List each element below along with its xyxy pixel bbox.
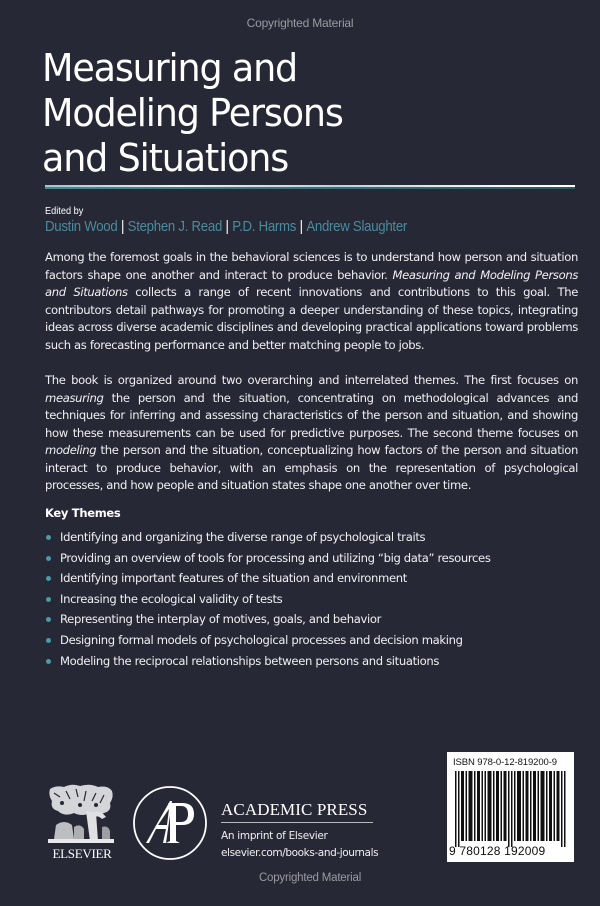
bullet-icon <box>46 556 51 561</box>
elsevier-tree-icon <box>46 783 116 845</box>
book-title-italic: Measuring and Modeling Persons and Situations <box>45 267 579 299</box>
editor-name: Stephen J. Read <box>127 218 223 235</box>
theme-text: Identifying important features of the situation and environment <box>60 571 407 586</box>
paragraph-text: Among the foremost goals in the behavioral sciences is to understand how person and situation factors shape one another and interact to produce behavior. <box>45 250 578 282</box>
title-divider <box>45 185 575 189</box>
editor-separator: | <box>299 218 303 235</box>
editor-name: Dustin Wood <box>45 218 118 235</box>
paragraph-text: The book is organized around two overarching and interrelated themes. The first focuses on <box>45 373 578 387</box>
list-item <box>45 630 585 651</box>
paragraph-text: collects a range of recent innovations and contributions to this goal. The contributors detail pathways for promoting a deeper understanding of these topics, integrating ideas across diverse academic disciplines and developing practical applications toward problems such as forecasting performance and better matching people to jobs. <box>45 285 578 352</box>
bullet-icon <box>46 535 51 540</box>
barcode-digits: 9 780128 192009 <box>449 844 546 858</box>
emphasis-modeling: modeling <box>45 443 97 457</box>
bullet-icon <box>46 597 51 602</box>
editor-name: P.D. Harms <box>232 218 297 235</box>
theme-text: Providing an overview of tools for processing and utilizing “big data” resources <box>60 550 491 565</box>
emphasis-measuring: measuring <box>45 390 104 405</box>
editor-separator: | <box>225 218 229 235</box>
title-line-2: Modeling Persons <box>42 91 343 135</box>
bullet-icon <box>46 659 51 664</box>
list-item <box>45 568 585 589</box>
theme-text: Representing the interplay of motives, goals, and behavior <box>60 612 382 627</box>
isbn-barcode <box>447 752 574 862</box>
list-item <box>45 609 585 630</box>
bullet-icon <box>46 617 51 622</box>
list-item <box>45 527 585 548</box>
theme-text: Designing formal models of psychological processes and decision making <box>60 632 463 647</box>
publisher-name: ACADEMIC PRESS <box>221 800 368 819</box>
key-themes-list <box>45 527 585 671</box>
isbn-label: ISBN 978-0-12-819200-9 <box>453 757 557 768</box>
copyright-watermark-top: Copyrighted Material <box>246 16 354 30</box>
publisher-url: elsevier.com/books-and-journals <box>221 847 379 859</box>
description-paragraph-2 <box>45 372 578 495</box>
book-title <box>42 46 541 181</box>
edited-by-label: Edited by <box>45 206 84 217</box>
bullet-icon <box>46 638 51 643</box>
theme-text: Modeling the reciprocal relationships between persons and situations <box>60 653 440 668</box>
copyright-watermark-bottom: Copyrighted Material <box>258 872 362 884</box>
barcode-icon <box>455 771 567 847</box>
editor-separator: | <box>120 218 125 235</box>
title-line-3: and Situations <box>42 136 289 180</box>
editor-name: Andrew Slaughter <box>306 218 408 235</box>
paragraph-text: the person and the situation, concentrating on methodological advances and techniques for inferring and assessing characteristics of the person and situation, and showing how these measurements can be used for predictive purposes. The second theme focuses on <box>45 390 578 440</box>
publisher-divider <box>221 822 373 823</box>
elsevier-wordmark: ELSEVIER <box>52 846 112 861</box>
list-item <box>45 548 585 569</box>
key-themes-heading: Key Themes <box>45 506 121 520</box>
title-line-1: Measuring and <box>42 46 298 90</box>
bullet-icon <box>46 576 51 581</box>
theme-text: Identifying and organizing the diverse range of psychological traits <box>60 530 426 544</box>
paragraph-text: the person and the situation, conceptualizing how factors of the person and situation interact to produce behavior, with an emphasis on the representation of psychological processes, and how people and situation states shape one another over time. <box>45 443 578 492</box>
academic-press-ap-icon <box>132 785 208 861</box>
publisher-imprint: An imprint of Elsevier <box>221 830 328 842</box>
description-paragraph-1 <box>45 249 578 354</box>
editors-list <box>45 218 407 235</box>
list-item <box>45 589 585 610</box>
theme-text: Increasing the ecological validity of tests <box>60 591 283 606</box>
list-item <box>45 651 585 672</box>
